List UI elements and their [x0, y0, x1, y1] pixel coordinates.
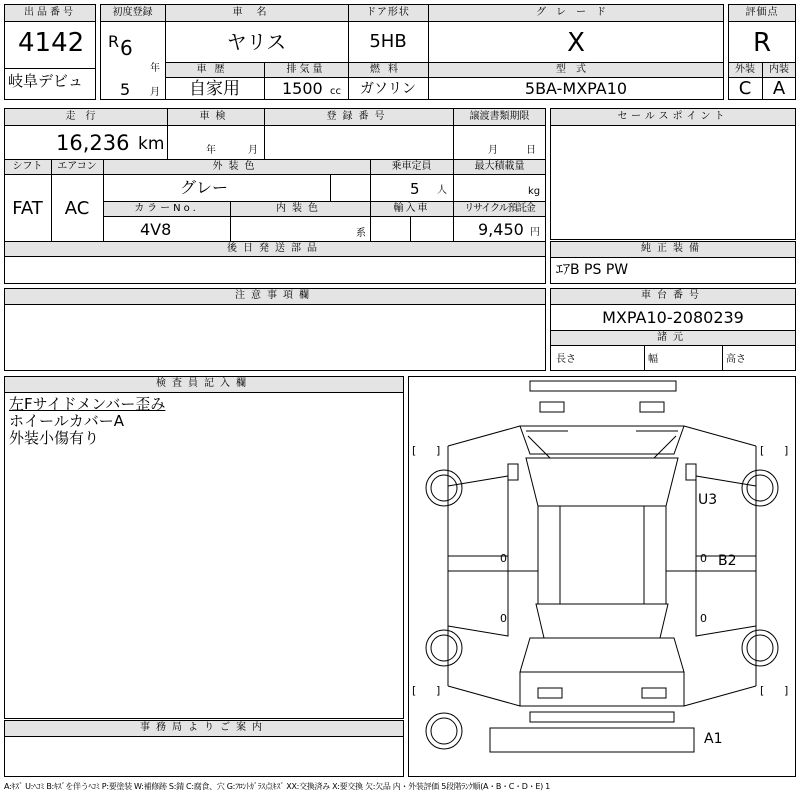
bracket-5: [	[412, 684, 417, 697]
car-diagram	[408, 376, 796, 777]
inspector-header: 検査員記入欄	[156, 378, 252, 389]
office-header: 事務局よりご案内	[140, 722, 268, 733]
spec-length: 長さ	[556, 354, 576, 365]
roof-outline	[560, 506, 644, 604]
bracket-1: [	[412, 444, 417, 457]
trunk-outline	[520, 638, 684, 672]
car-name: ヤリス	[226, 30, 287, 54]
rear-light-right	[642, 688, 666, 698]
lot-header: 出品番号	[24, 7, 76, 18]
sales-points-header: セールスポイント	[617, 111, 729, 122]
transfer-day-unit: 日	[526, 145, 536, 156]
displacement-unit: cc	[330, 86, 341, 97]
inspector-line-1: 左Fサイドメンバー歪み	[9, 395, 166, 413]
recycle-header: リサイクル預託金	[464, 203, 535, 214]
score-header: 評価点	[745, 7, 779, 18]
chassis-header: 車台番号	[641, 290, 705, 301]
rear-light-left	[538, 688, 562, 698]
int-color-header: 内装色	[276, 203, 324, 214]
door-header: ドア形状	[366, 7, 410, 18]
history: 自家用	[189, 79, 240, 99]
month-unit: 月	[150, 87, 160, 98]
recycle: 9,450	[478, 220, 524, 239]
chassis-number: MXPA10-2080239	[602, 308, 744, 327]
interior-header: 内装	[769, 64, 789, 75]
history-header: 車歴	[196, 64, 233, 75]
model: 5BA-MXPA10	[524, 79, 628, 98]
capacity-unit: 人	[437, 185, 447, 196]
diagram-zero-4: 0	[700, 612, 707, 625]
score: R	[752, 28, 772, 58]
inspection-header: 車検	[199, 111, 232, 122]
model-header: 型式	[556, 64, 596, 75]
reg-no-header: 登録番号	[326, 111, 391, 122]
genuine-equipment: ｴｱB PS PW	[556, 262, 629, 278]
bracket-7: [	[760, 684, 765, 697]
capacity: 5	[410, 180, 420, 198]
rear-bumper-line	[530, 712, 674, 722]
auction-name: 岐阜デビュ	[8, 72, 84, 90]
diagram-mark-u3: U3	[698, 492, 718, 508]
diagram-zero-3: 0	[700, 552, 707, 565]
first-reg-header: 初度登録	[112, 7, 153, 18]
bracket-8: ]	[784, 684, 789, 697]
sales-points-box	[550, 108, 796, 240]
bracket-4: ]	[784, 444, 789, 457]
color-no: 4V8	[140, 220, 172, 239]
spec-height: 高さ	[726, 354, 746, 365]
mileage-header: 走行	[65, 111, 106, 122]
int-color-unit: 系	[356, 228, 366, 239]
color-header: 外装色	[212, 161, 261, 172]
insp-month-unit: 月	[248, 145, 258, 156]
reg-year: 6	[120, 36, 133, 60]
genuine-header: 純正装備	[641, 243, 705, 254]
capacity-header: 乗車定員	[391, 161, 432, 172]
legend: A:ｷｽﾞ U:ﾍｺﾐ B:ｷｽﾞを伴うﾍｺﾐ P:要塗装 W:補修跡 S:錆 C:腐食、穴 G:ﾌﾛﾝﾄｶﾞﾗｽ点ｷｽﾞ XX:交換済み X:要交換 欠:欠品 内・外装評価 5段階ﾗﾝｸ順(A・B・C・D・E) 1	[4, 782, 550, 791]
rear-window-outline	[536, 604, 668, 638]
front-grille-left	[540, 402, 564, 412]
year-unit: 年	[150, 63, 160, 74]
diagram-mark-a1: A1	[704, 731, 723, 747]
mileage: 16,236	[56, 131, 130, 155]
hood-outline	[520, 426, 684, 454]
interior-score: A	[772, 78, 786, 99]
fuel: ガソリン	[360, 81, 416, 97]
insp-year-unit: 年	[206, 145, 216, 156]
rear-bumper	[490, 728, 694, 752]
color-no-header: カラーNo.	[134, 203, 199, 214]
bracket-3: [	[760, 444, 765, 457]
ac-header: エアコン	[57, 161, 97, 172]
diagram-zero-1: 0	[500, 552, 507, 565]
grade: X	[567, 28, 585, 58]
displacement-header: 排気量	[286, 64, 326, 75]
name-header: 車名	[232, 7, 281, 18]
windshield-outline	[526, 458, 678, 506]
later-parts-header: 後日発送部品	[227, 243, 323, 254]
notes-header: 注意事項欄	[235, 290, 315, 301]
diagram-zero-2: 0	[500, 612, 507, 625]
load-header: 最大積載量	[474, 161, 525, 172]
transfer-header: 譲渡書類期限	[469, 111, 530, 122]
grade-header: グレード	[536, 7, 616, 18]
exterior-score: C	[738, 78, 752, 99]
transfer-month-unit: 月	[488, 145, 498, 156]
load-unit: kg	[528, 186, 541, 197]
inspector-line-2: ホイールカバーA	[9, 412, 124, 430]
lot-number: 4142	[18, 28, 85, 58]
bracket-2: ]	[436, 444, 441, 457]
fuel-header: 燃料	[370, 64, 406, 75]
color: グレー	[180, 178, 229, 197]
ac: AC	[64, 198, 90, 219]
shift: FAT	[12, 198, 43, 219]
spec-width: 幅	[648, 354, 658, 365]
spec-header: 諸元	[657, 332, 689, 343]
reg-month: 5	[120, 80, 131, 99]
mileage-unit: km	[138, 134, 165, 154]
diagram-mark-b2: B2	[718, 553, 737, 569]
bracket-6: ]	[436, 684, 441, 697]
shift-header: シフト	[12, 161, 43, 172]
era: R	[108, 32, 120, 51]
import-header: 輸入車	[393, 203, 430, 214]
displacement: 1500	[282, 79, 323, 98]
front-bumper-line	[530, 381, 676, 391]
exterior-header: 外装	[735, 64, 755, 75]
inspector-line-3: 外装小傷有り	[9, 429, 100, 447]
recycle-unit: 円	[530, 227, 540, 238]
front-grille-right	[640, 402, 664, 412]
door-type: 5HB	[369, 31, 407, 52]
